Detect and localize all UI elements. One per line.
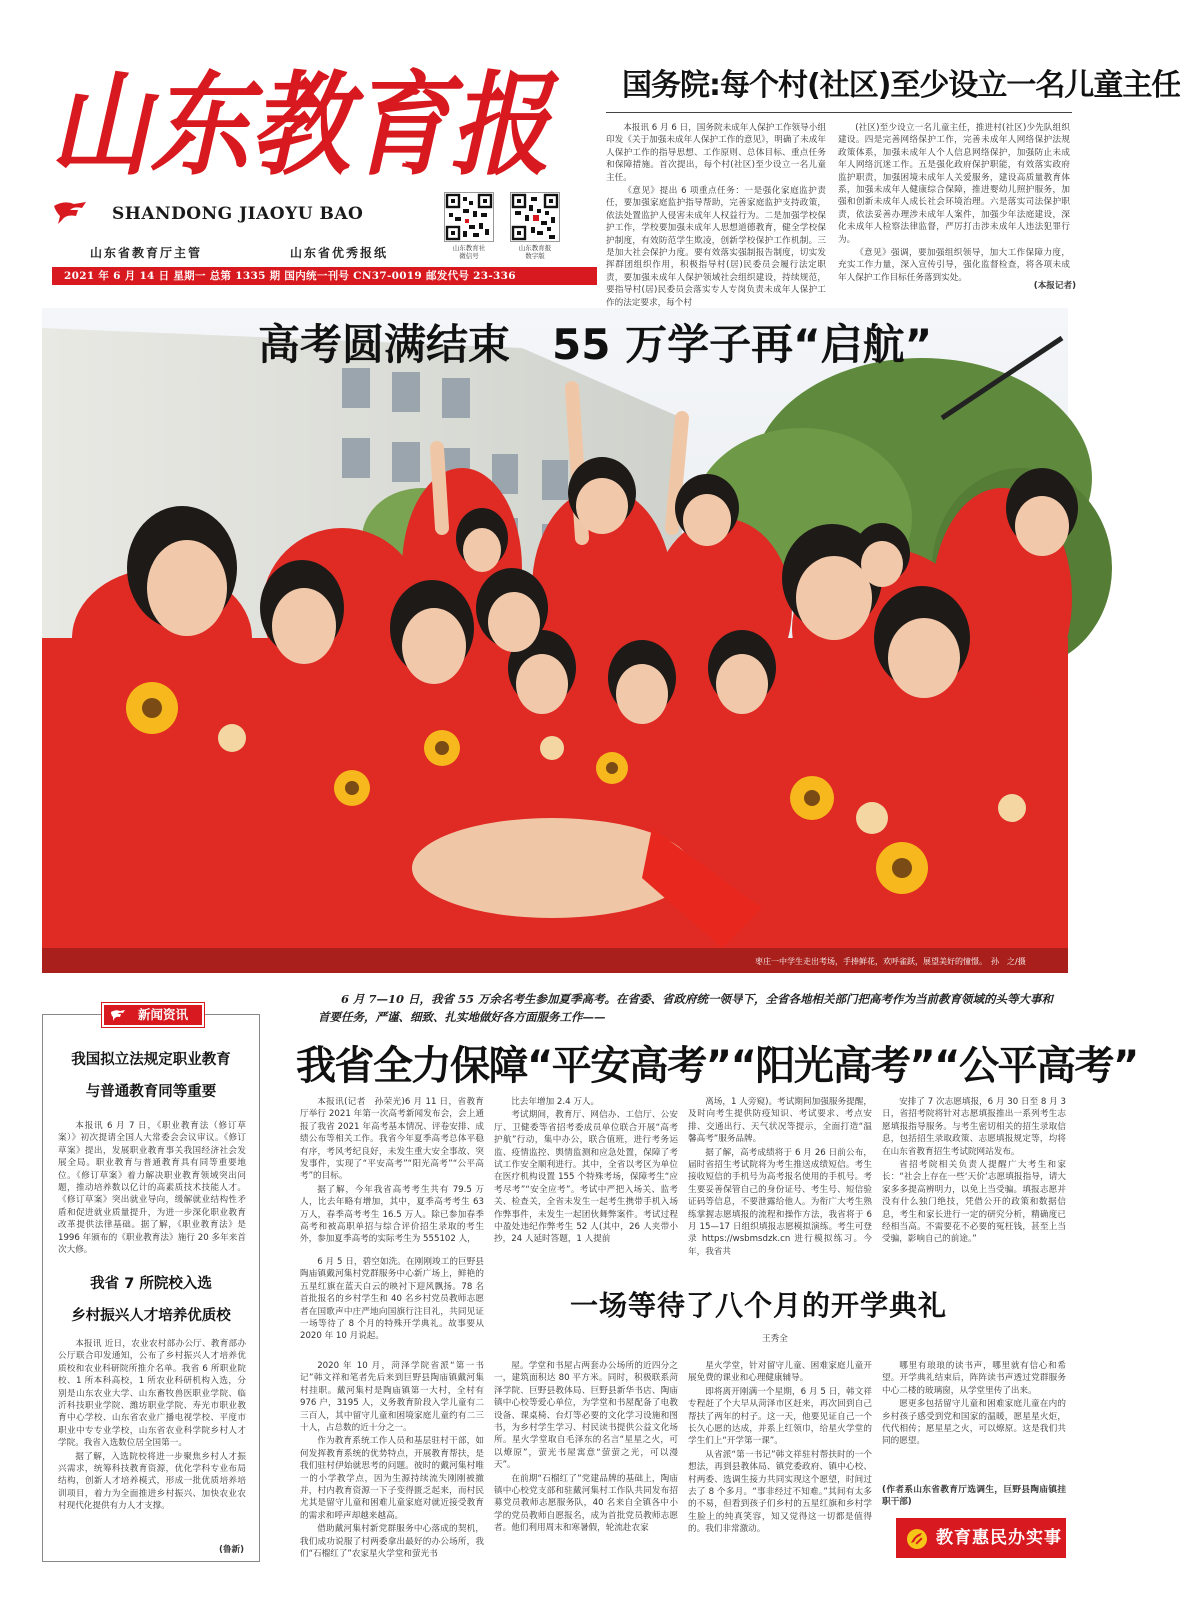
lead-story-column-4 (882, 1096, 1066, 1256)
qr-code-weibo[interactable] (444, 192, 494, 242)
headline-line: 与普通教育同等重要 (85, 1084, 217, 1100)
news-sidebar-tab[interactable] (102, 1003, 204, 1027)
second-story-column-3 (688, 1360, 872, 1560)
second-story-headline[interactable]: 一场等待了八个月的开学典礼 (570, 1289, 948, 1322)
paragraph: (社区)至少设立一名儿童主任，推进村(社区)少先队组织建设。四是完善网络保护工作，完善未成年人网络保护法规政策体系，加强未成年人个人信息网络保护，加强防止未成年人网络沉迷工作。五是强化政府保护职能，有效落实政府监护职责，加强困境未成年人关爱服务，建设高质量教育体系，加强未成年人健康综合保障，推进婴幼儿照护服务，加强和创新未成年人成长社会环境治理。六是落实司法保护职责，依法妥善办理涉未成年人案件，加强少年法庭建设，深化未成年人检察法律监督，严厉打击涉未成年人违法犯罪行为。 (838, 123, 1070, 245)
second-story-author: 王秀全 (762, 1334, 788, 1344)
paragraph: 即将离开刚满一个星期，6 月 5 日，韩文祥专程赶了个大早从菏泽市区赶来，再次回到自己帮扶了两年的村子。这一天，他要见证自己一个长久心愿的达成，并系上红领巾，给星火学堂的学生们上“开学第一课”。 (688, 1386, 872, 1447)
second-story-column-2 (494, 1360, 678, 1560)
paragraph: 屋。学堂和书屋占两套办公场所的近四分之一，建筑面积达 80 平方米。同时，积极联系菏泽学院、巨野县教体局、巨野县新华书店、陶庙镇中心校等爱心单位，为学堂和书屋配备了电教设备、课桌椅、台灯等必要的文化学习设施和图书，为乡村学生学习、村民读书提供公益文化场所。星火学堂取自毛泽东的名言“星星之火，可以燎原”，萤光书屋寓意“萤萤之光，可以漫天”。 (494, 1361, 678, 1471)
sidebar-story-1-headline[interactable] (42, 1044, 260, 1108)
paragraph: 安排了 7 次志愿填报，6 月 30 日至 8 月 3 日，省招考院将针对志愿填报推出一系列考生志愿填报指导服务。与考生密切相关的招生录取信息，包括招生录取政策、志愿填报规定等，均将在山东省教育招生考试院网站发布。 (882, 1097, 1066, 1157)
paragraph: 借助戴河集村新党群服务中心落成的契机，我们成功说服了村两委拿出最好的办公场所，我们“石榴红了”农家星火学堂和萤光书 (300, 1524, 484, 1560)
paragraph: 据了解，高考成绩将于 6 月 26 日前公布，届时省招生考试院将为考生推送成绩短信。考生接收短信的手机号为高考报名使用的手机号。考生要妥善保管自己的身份证号、考生号、短信验证码等信息，不要泄露给他人。为衔广大考生熟练掌握志愿填报的流程和操作方法，我省将于 6 月 15—17 日组织填报志愿模拟演练。考生可登录 https://wsbmsdzk.cn 进行模拟练习。今年，我省共 (688, 1147, 872, 1257)
lead-story-headline[interactable]: 我省全力保障“平安高考”“阳光高考”“公平高考” (296, 1043, 1138, 1089)
lead-story-column-1 (300, 1096, 484, 1256)
top-story-credit: (本报记者) (1033, 281, 1076, 291)
qr-code-icon (445, 193, 493, 241)
badge-label: 教育惠民办实事 (936, 1528, 1062, 1548)
sidebar-story-1-body (58, 1120, 246, 1256)
party-emblem-icon (906, 1528, 928, 1550)
newspaper-emblem-icon (52, 198, 90, 226)
qr-code-digital[interactable] (510, 192, 560, 242)
paragraph: 本报讯 6 月 6 日，国务院未成年人保护工作领导小组印发《关于加强未成年人保护工作的意见》，明确了未成年人保护工作的指导思想、工作原则、总体目标、重点任务和保障措施。首次提出，每个村(社区)至少设立一名儿童主任。 (606, 123, 826, 183)
qr-caption-digital: 山东教育报 数字版 (518, 244, 552, 260)
paragraph: 作为教育系统工作人员和基层驻村干部，如何发挥教育系统的优势特点，开展教育帮扶，是我们驻村伊始就思考的问题。彼时的戴河集村唯一的小学教学点，因为生源持续流失刚刚被撤并，村内教育资源一下子变得匮乏起来，而村民尤其是留守儿童和困难儿童家庭对就近接受教育的需求和呼声却越来越高。 (300, 1436, 484, 1521)
paragraph: 省招考院相关负责人提醒广大考生和家长：“社会上存在一些‘天价’志愿填报指导，请大家多多提高辨明力，以免上当受骗。填报志愿并没有什么独门绝技，凭借公开的政策和数据信息，考生和家长进行一定的研究分析，精确度已经相当高。不需要花不必要的冤枉钱，甚至上当受骗，影响自己的前途。” (882, 1160, 1066, 1245)
top-story-headline[interactable]: 国务院:每个村(社区)至少设立一名儿童主任 (622, 68, 1180, 103)
paragraph: 愿更多包括留守儿童和困难家庭儿童在内的乡村孩子感受到党和国家的温暖，愿星星火炬，代代相传；愿星星之火，可以燎原。这是我们共同的愿望。 (882, 1399, 1066, 1447)
english-masthead: SHANDONG JIAOYU BAO (112, 204, 364, 224)
paragraph: 《意见》提出 6 项重点任务：一是强化家庭监护责任，要加强家庭监护指导帮助，完善家庭监护支持政策，依法处置监护人侵害未成年人权益行为。二是加强学校保护工作，学校要加强未成年人思想道德教育，健全学校保护制度，有效防范学生欺凌，创新学校保护工作机制。三是加大社会保护力度。要有效落实强制报告制度，切实发挥群团组织作用，积极指导村(居)民委员会履行法定职责，要加强未成年人保护领域社会组织建设，持续规范，要指导村(居)民委员会落实专人专岗负责未成年人保护工作的法定要求，每个村 (606, 186, 826, 308)
paragraph: 6 月 5 日，碧空如洗。在刚刚竣工的巨野县陶庙镇戴河集村党群服务中心新广场上，鲜艳的五星红旗在蓝天白云的映衬下迎风飘扬。78 名首批报名的乡村学生和 40 名乡村党员教师志愿者在国歌声中庄严地向国旗行注目礼，共同见证一场等待了 8 个月的特殊开学典礼。故事要从 2020 年 10 月说起。 (300, 1257, 484, 1342)
news-sidebar-tab-label: 新闻资讯 (137, 1007, 188, 1022)
paragraph: 本报讯(记者 孙荣光)6 月 11 日，省教育厅举行 2021 年第一次高考新闻发布会，会上通报了我省 2021 年高考基本情况、评卷安排、成绩公布等相关工作。我省今年夏季高考总体平稳有序，考风考纪良好，未发生重大安全事故、突发事件，实现了“平安高考”“阳光高考”“公平高考”的目标。 (300, 1097, 484, 1182)
sidebar-story-2-body (58, 1338, 246, 1556)
organizer-label: 山东省教育厅主管 (90, 246, 203, 260)
sidebar-story-2-credit: (鲁新) (218, 1545, 244, 1555)
paragraph: 在前期“石榴红了”党建品牌的基础上，陶庙镇中心校党支部和驻戴河集村工作队共同发布招募党员教师志愿服务队，40 名来自全镇各中小学的党员教师自愿报名，成为首批党员教师志愿者。他们利用周末和寒暑假，轮流赴农家 (494, 1473, 678, 1534)
headline-line: 乡村振兴人才培养优质校 (71, 1308, 231, 1324)
lead-story-column-3 (688, 1096, 872, 1256)
headline-line: 我省 7 所院校入选 (90, 1276, 212, 1292)
qr-caption-weibo: 山东教育社 微信号 (452, 244, 486, 260)
paragraph: 本报讯 6 月 7 日，《职业教育法（修订草案）》初次提请全国人大常委会会议审议。《修订草案》提出，发展职业教育事关我国经济社会发展全局。职业教育与普通教育具有同等重要地位。《修订草案》着力解决职业教育领域突出问题，推动培养数以亿计的高素质技术技能人才。《修订草案》突出就业导向，缓解就业结构性矛盾和促进就业质量提升，为进一步深化职业教育改革提供法律基础。据了解，《职业教育法》是 1996 年颁布的《职业教育法》施行 20 多年来首次大修。 (58, 1121, 246, 1256)
top-story-column-1 (606, 122, 826, 308)
top-story-column-2 (838, 122, 1070, 283)
newspaper-emblem-icon (110, 1008, 126, 1022)
hero-headline[interactable]: 高考圆满结束 55 万学子再“启航” (258, 320, 933, 369)
hero-photo-caption: 枣庄一中学生走出考场，手捧鲜花，欢呼雀跃，展望美好的憧憬。 孙 之/摄 (755, 957, 1026, 966)
paragraph: 哪里有琅琅的读书声，哪里就有信心和希望。开学典礼结束后，阵阵读书声透过党群服务中心二楼的玻璃窗，从学堂里传了出来。 (882, 1361, 1066, 1396)
paragraph: 据了解，入选院校将进一步聚焦乡村人才振兴需求，统筹科技教育资源，优化学科专业布局结构，创新人才培养模式，形成一批优质培养培训项目，着力为全面推进乡村振兴、加快农业农村现代化提供有力人才支撑。 (58, 1451, 246, 1512)
hero-photo-graduates (42, 308, 1068, 973)
paragraph: 比去年增加 2.4 万人。 (511, 1097, 600, 1107)
paragraph: 考试期间，教育厅、网信办、工信厅、公安厅、卫健委等省招考委成员单位联合开展“高考护航”行动，集中办公，联合值班，进行考务运监、疫情监控、舆情监测和应急处置，保障了考试工作安全顺利进行。其中，全省以考区为单位在医疗机构设置 155 个特殊考场，保障考生“应考尽考”“安全应考”。考试中严把入场关、监考关、检查关，全省未发生一起考生携带手机入场作弊事件，未发生一起团伙舞弊案件。考试过程中盈处违纪作弊考生 52 人(其中，26 人夹带小抄，24 人延时答题，1 人提前 (494, 1110, 678, 1245)
paragraph: 从省派“第一书记”韩文祥驻村帮扶时的一个想法，再到县教体局、镇党委政府、镇中心校、村两委、选调生接力共同实现这个愿望，时间过去了 8 个多月。“事非经过不知难。”其间有太多的不易，但看到孩子们乡村的五星红旗和乡村学生脸上的纯真笑容，知又觉得这一切都是值得的。我们非常激动。 (688, 1449, 872, 1535)
paragraph: 2020 年 10 月，菏泽学院省派“第一书记”韩文祥和笔者先后来到巨野县陶庙镇戴河集村挂职。戴河集村是陶庙镇第一大村，全村有 976 户，3195 人，义务教育阶段入学儿童有二三百人，其中留守儿童和困境家庭儿童约有二三十人，占总数的近十分之一。 (300, 1361, 484, 1434)
headline-line: 我国拟立法规定职业教育 (71, 1052, 231, 1068)
lead-story-intro: 6 月 7—10 日，我省 55 万余名考生参加夏季高考。在省委、省政府统一领导下，全省各地相关部门把高考作为当前教育领域的头等大事和首要任务，严谨、细致、扎实地做好各方面服务工作—— (318, 992, 1054, 1024)
dateline-bar: 2021 年 6 月 14 日 星期一 总第 1335 期 国内统一刊号 CN37-0019 邮发代号 23-336 (52, 267, 597, 285)
paragraph: 《意见》强调，要加强组织领导，加大工作保障力度，充实工作力量，深入宣传引导，强化监督检查，将各项未成年人保护工作目标任务落到实处。 (838, 248, 1070, 283)
sidebar-story-2-headline[interactable] (42, 1268, 260, 1332)
paragraph: 离场，1 人旁窥)。考试期间加强服务提醒，及时向考生提供防疫知识、考试要求、考点安排、交通出行、天气状况等提示，全面打造“温馨高考”服务品牌。 (688, 1097, 872, 1145)
paragraph: 本报讯 近日，农业农村部办公厅、教育部办公厅联合印发通知，公布了乡村振兴人才培养优质校和农业科研院所推介名单。我省 6 所职业院校、1 所本科高校，1 所农业科研机构入选，分别是山东农业大学、山东畜牧兽医职业学院、临沂科技职业学院、潍坊职业学院、寿光市职业教育中心学校、山东省农业广播电视学校、平度市职业中专专业学校，山东省农业科学院乡村人才学院。我省入选数位居全国第一。 (58, 1339, 246, 1449)
second-story-credit: (作者系山东省教育厅选调生，巨野县陶庙镇挂职干部) (882, 1485, 1066, 1508)
second-story-column-1 (300, 1360, 484, 1560)
award-label: 山东省优秀报纸 (290, 246, 389, 260)
qr-code-icon (511, 193, 559, 241)
paragraph: 据了解，今年我省高考考生共有 79.5 万人，比去年略有增加，其中，夏季高考考生 63 万人，春季高考考生 16.5 万人。除已参加春季高考和被高职单招与综合评价招生录取的考生外，参加夏季高考的实际考生为 555102 人， (300, 1184, 484, 1245)
second-story-column-4 (882, 1360, 1066, 1450)
second-story-intro (300, 1256, 484, 1356)
paragraph: 星火学堂，针对留守儿童、困难家庭儿童开展免费的课业和心理健康辅导。 (688, 1361, 872, 1384)
lead-story-column-2 (494, 1096, 678, 1256)
masthead-logo (50, 52, 560, 191)
top-story-rule (606, 112, 1072, 113)
masthead-logo-text: 山东教育报 (50, 60, 560, 191)
